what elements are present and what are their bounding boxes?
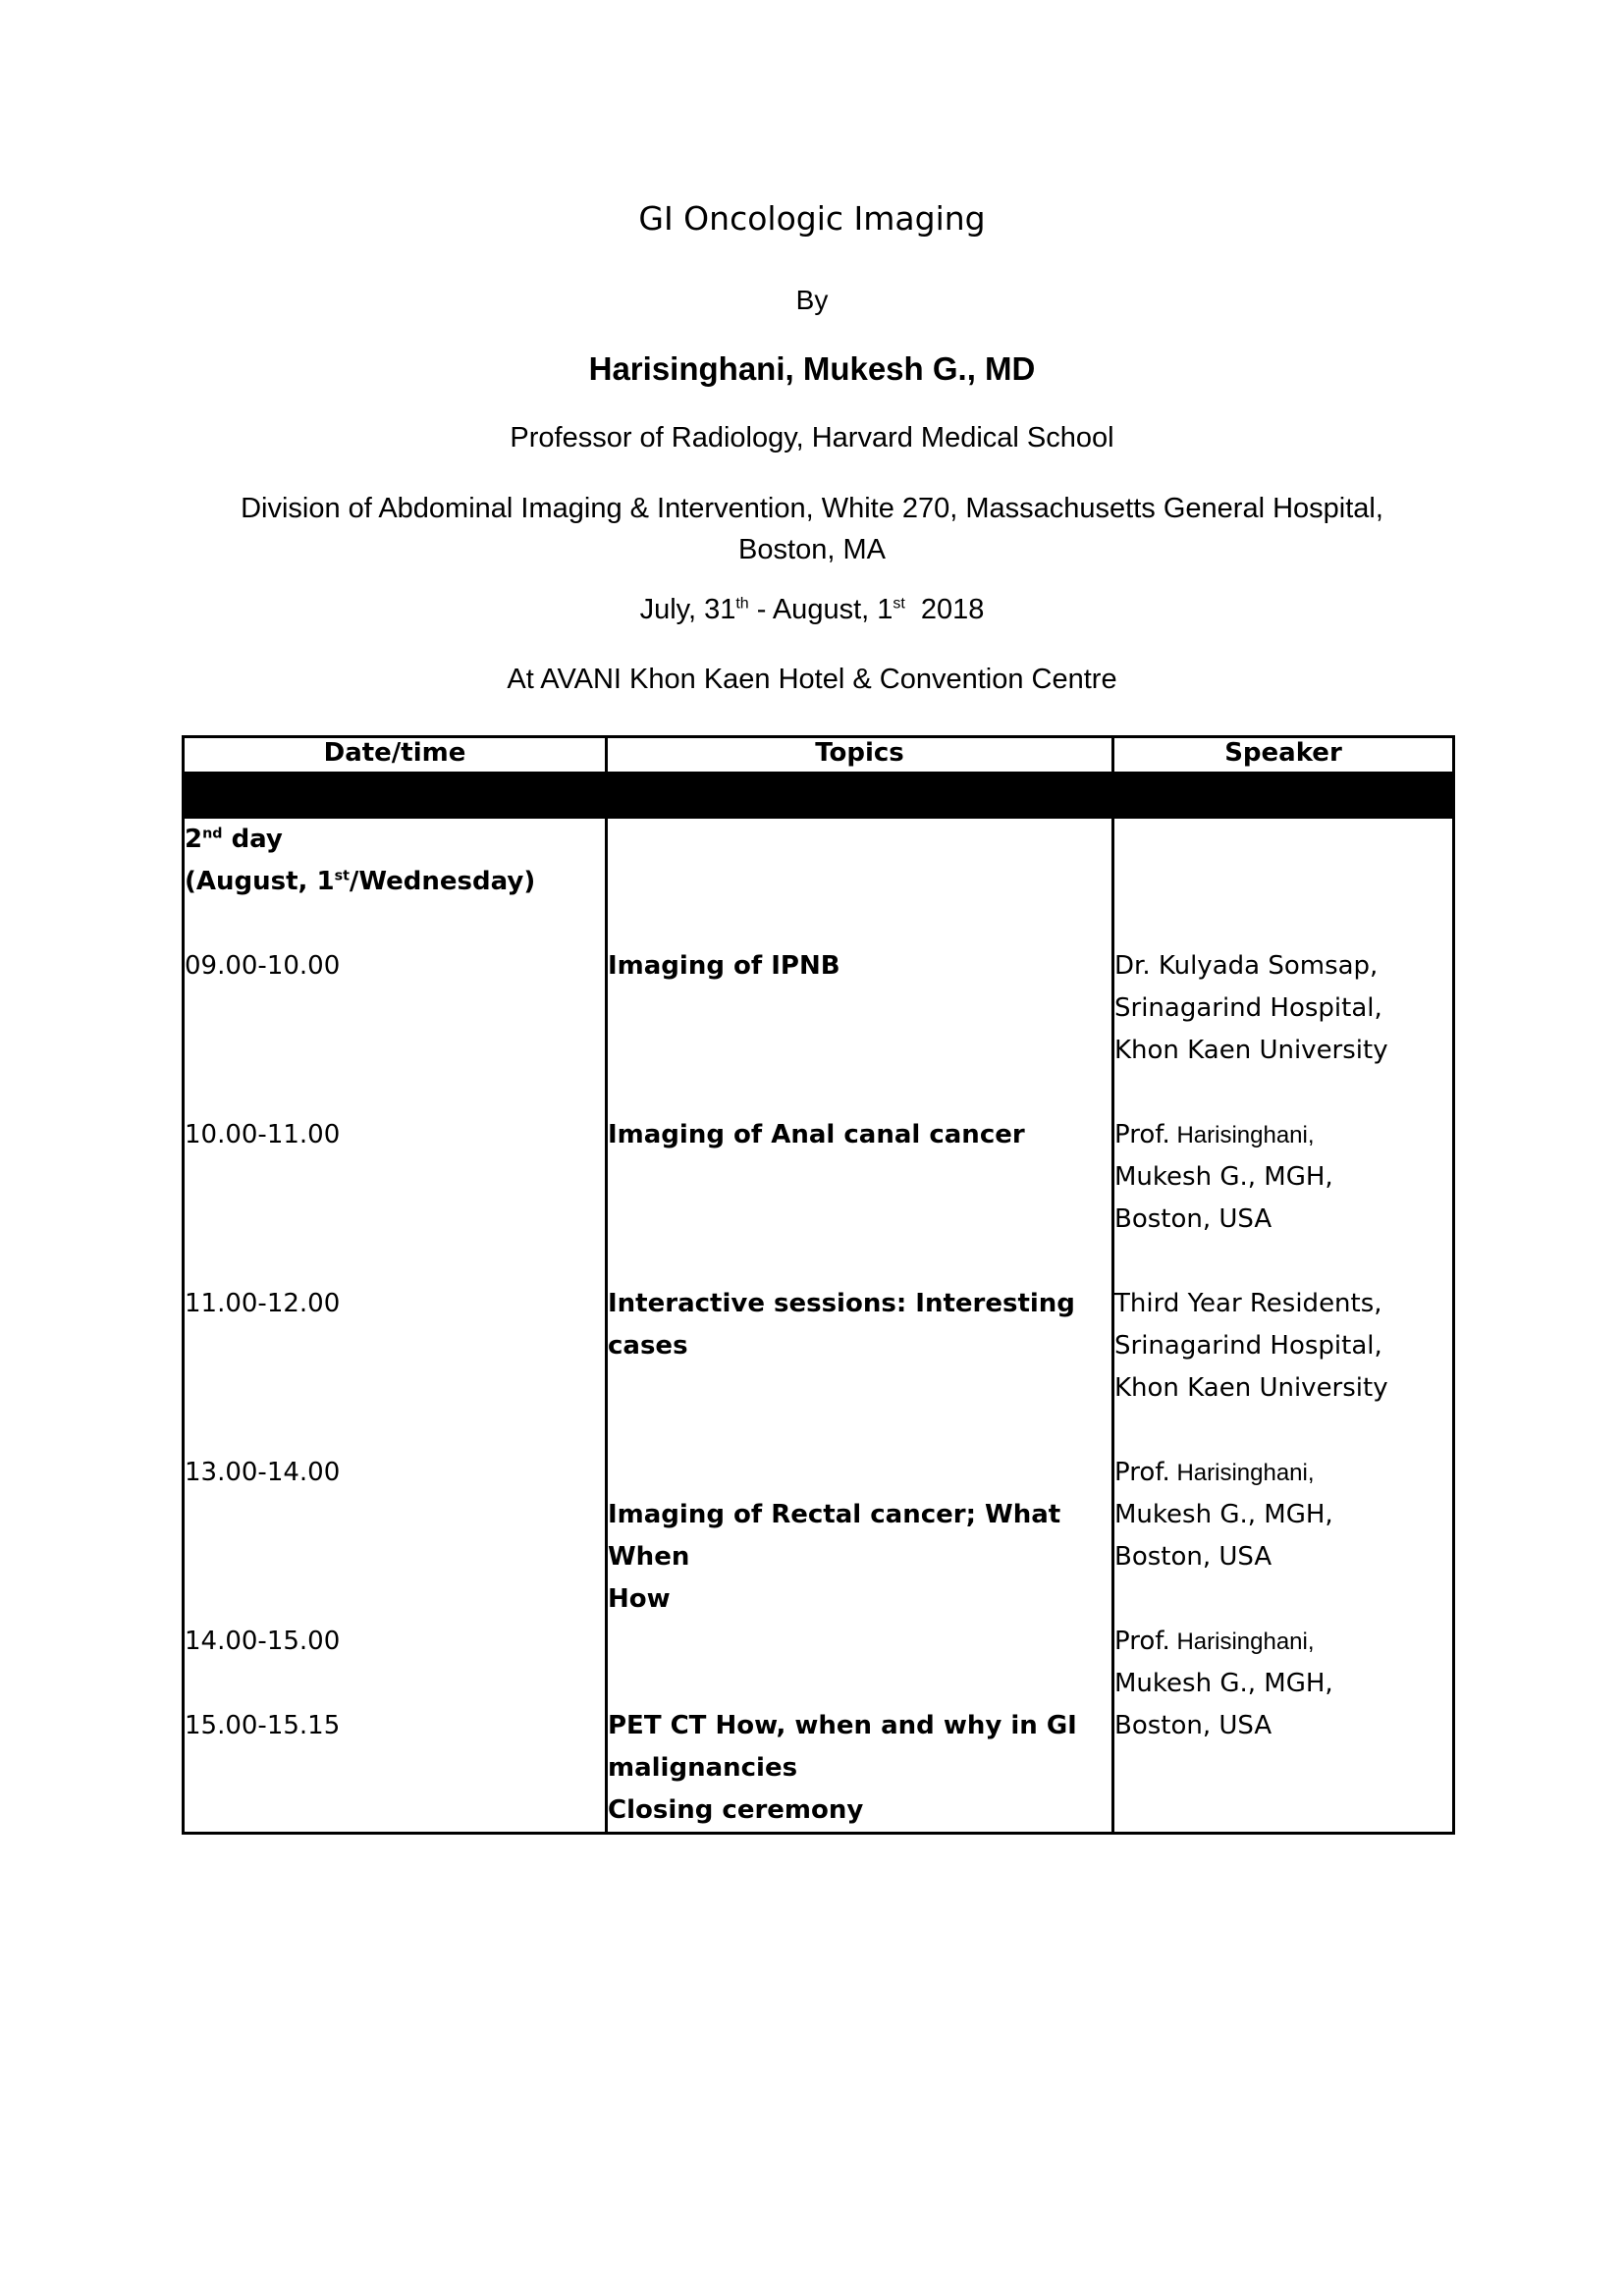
event-dates	[0, 594, 1624, 626]
day-label	[185, 819, 605, 861]
speaker-line: Mukesh G., MGH,	[1114, 1669, 1333, 1698]
speaker-line: Mukesh G., MGH,	[1114, 1162, 1333, 1192]
speaker-line: Srinagarind Hospital,	[1114, 993, 1382, 1023]
day-sup: nd	[202, 826, 223, 842]
day-number: 2	[185, 825, 203, 854]
dates-part-3: 2018	[904, 594, 985, 625]
speaker-name: Harisinghani,	[1169, 1629, 1315, 1655]
time-slot: 15.00-15.15	[185, 1711, 341, 1740]
table-header-row	[184, 737, 1454, 774]
schedule-table	[182, 735, 1455, 1835]
dates-part-1: July, 31	[639, 594, 736, 625]
time-slot: 09.00-10.00	[185, 951, 341, 981]
time-slot: 10.00-11.00	[185, 1120, 341, 1149]
speaker-name: Harisinghani,	[1169, 1122, 1315, 1148]
header-speaker: Speaker	[1113, 737, 1454, 774]
day-date-sup: st	[334, 868, 350, 884]
topic-title: Imaging of IPNB	[608, 951, 840, 981]
speaker-line: Third Year Residents,	[1114, 1289, 1382, 1318]
topic-title: Imaging of Rectal cancer; What When	[608, 1500, 1061, 1572]
time-slot: 11.00-12.00	[185, 1289, 341, 1318]
by-label: By	[795, 285, 829, 315]
speaker-line: Khon Kaen University	[1114, 1373, 1388, 1403]
divider-cell	[184, 774, 607, 818]
datetime-column	[184, 818, 607, 1834]
speaker-line: Boston, USA	[1114, 1542, 1272, 1572]
document-title: GI Oncologic Imaging	[638, 199, 986, 238]
author-division	[0, 488, 1624, 570]
black-divider-row	[184, 774, 1454, 818]
speaker-line: Mukesh G., MGH,	[1114, 1500, 1333, 1529]
topic-title-cont: How	[608, 1584, 671, 1614]
topic-title: Interactive sessions: Interesting cases	[608, 1289, 1075, 1361]
header-datetime: Date/time	[184, 737, 607, 774]
day-date-post: /Wednesday)	[349, 867, 536, 896]
author-name: Harisinghani, Mukesh G., MD	[588, 350, 1036, 387]
topics-column	[607, 818, 1113, 1834]
author-position: Professor of Radiology, Harvard Medical School	[510, 422, 1114, 454]
schedule-body-row	[184, 818, 1454, 1834]
dates-sup-2: st	[893, 595, 905, 613]
speaker-line: Srinagarind Hospital,	[1114, 1331, 1382, 1361]
speaker-line: Boston, USA	[1114, 1711, 1272, 1740]
division-line-2: Boston, MA	[738, 534, 886, 565]
speaker-column	[1113, 818, 1454, 1834]
header-topics: Topics	[607, 737, 1113, 774]
day-date	[185, 861, 605, 903]
speaker-line: Dr. Kulyada Somsap,	[1114, 951, 1379, 981]
day-date-pre: (August, 1	[185, 867, 335, 896]
speaker-name: Harisinghani,	[1169, 1460, 1315, 1486]
speaker-title: Prof.	[1114, 1120, 1170, 1149]
day-word: day	[222, 825, 283, 854]
division-line-1: Division of Abdominal Imaging & Intervention, White 270, Massachusetts General Hospital,	[241, 493, 1383, 524]
time-slot: 13.00-14.00	[185, 1458, 341, 1487]
dates-sup-1: th	[735, 595, 749, 613]
speaker-line	[1114, 1621, 1452, 1663]
topic-title-cont: malignancies	[608, 1753, 798, 1783]
speaker-line: Khon Kaen University	[1114, 1036, 1388, 1065]
topic-title: Imaging of Anal canal cancer	[608, 1120, 1025, 1149]
divider-cell	[1113, 774, 1454, 818]
speaker-title: Prof.	[1114, 1627, 1170, 1656]
topic-title: Closing ceremony	[608, 1795, 864, 1825]
dates-part-2: - August, 1	[748, 594, 893, 625]
speaker-line	[1114, 1114, 1452, 1156]
speaker-title: Prof.	[1114, 1458, 1170, 1487]
event-venue: At AVANI Khon Kaen Hotel & Convention Centre	[507, 664, 1117, 695]
topic-title: PET CT How, when and why in GI	[608, 1711, 1077, 1740]
divider-cell	[607, 774, 1113, 818]
speaker-line	[1114, 1452, 1452, 1494]
time-slot: 14.00-15.00	[185, 1627, 341, 1656]
speaker-line: Boston, USA	[1114, 1204, 1272, 1234]
